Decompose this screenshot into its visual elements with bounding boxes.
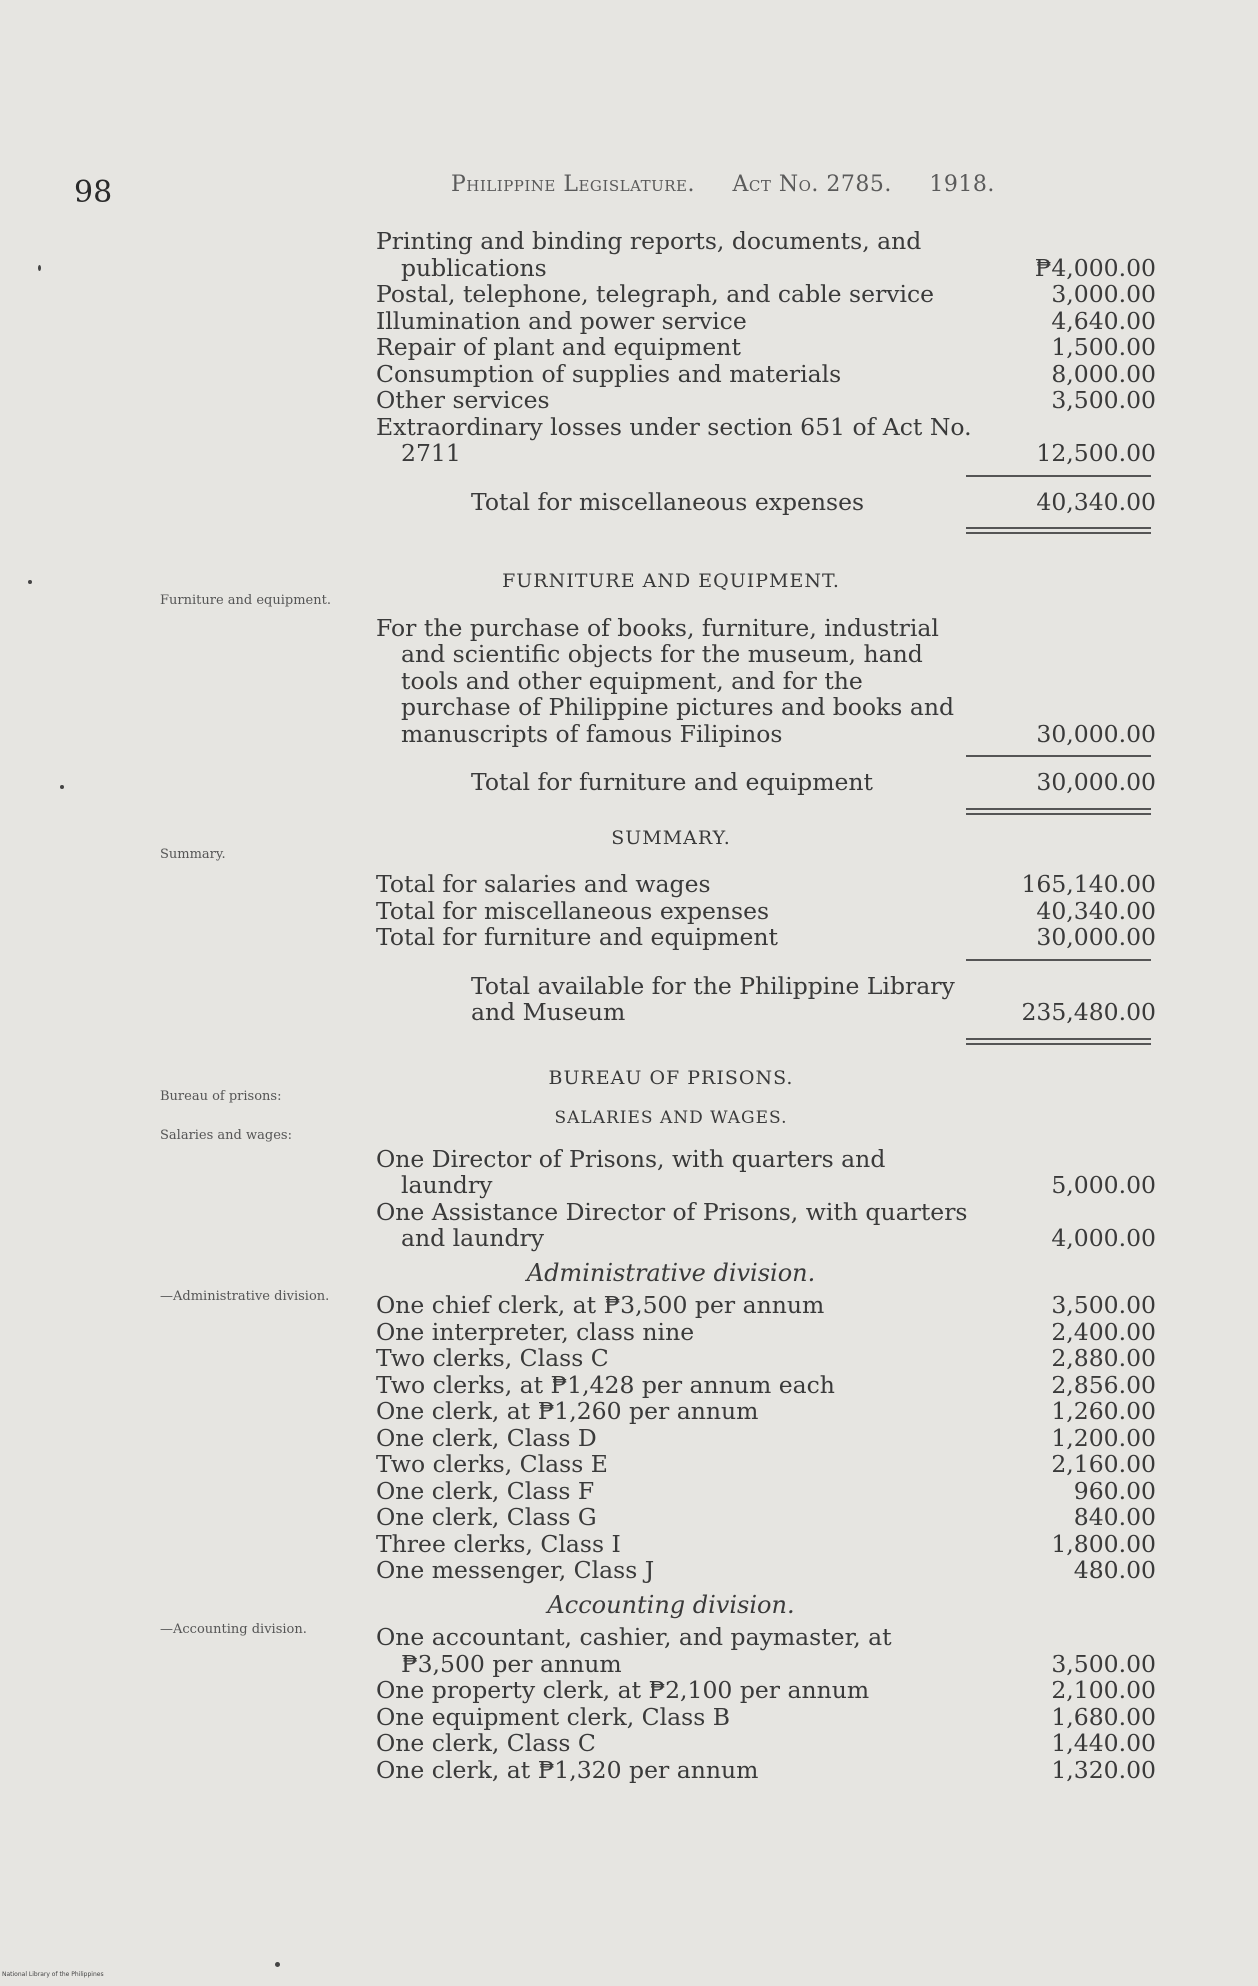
summary-row: [376, 871, 1156, 898]
double-rule: [966, 808, 1151, 815]
admin-division-title: Administrative division.: [526, 1258, 816, 1287]
margin-note-salaries: Salaries and wages:: [160, 1128, 292, 1143]
margin-note-furniture: Furniture and equipment.: [160, 593, 331, 608]
rule: [966, 755, 1151, 757]
admin-desc: Two clerks, at ₱1,428 per annum each: [376, 1371, 835, 1398]
misc-row: [376, 308, 1156, 335]
misc-total-desc: Total for miscellaneous expenses: [471, 488, 865, 515]
admin-amount: 1,200.00: [1051, 1423, 1156, 1452]
accounting-amount: 3,500.00: [1051, 1649, 1156, 1678]
prisons-desc: One Assistance Director of Prisons, with quarters and laundry: [376, 1198, 968, 1252]
prisons-desc: One Director of Prisons, with quarters and laundry: [376, 1145, 886, 1199]
misc-row: [376, 281, 1156, 308]
furniture-total-row: [376, 769, 1156, 796]
misc-amount: 1,500.00: [1051, 333, 1156, 361]
misc-amount: 12,500.00: [1036, 439, 1156, 467]
summary-total-desc: Total available for the Philippine Library and Museum: [471, 972, 955, 1026]
speck: [275, 1962, 280, 1967]
footer-watermark: National Library of the Philippines: [2, 1971, 104, 1978]
summary-row: [376, 898, 1156, 925]
misc-list: [376, 228, 1156, 467]
summary-amount: 30,000.00: [1036, 923, 1156, 951]
summary-heading: SUMMARY.: [611, 826, 731, 849]
furniture-amount: 30,000.00: [1036, 719, 1156, 748]
accounting-amount: 1,440.00: [1051, 1729, 1156, 1757]
furniture-total-amount: 30,000.00: [1036, 768, 1156, 796]
misc-total-amount: 40,340.00: [1036, 487, 1156, 516]
admin-amount: 3,500.00: [1051, 1291, 1156, 1319]
furniture-total-desc: Total for furniture and equipment: [471, 769, 873, 796]
admin-amount: 480.00: [1073, 1556, 1156, 1584]
misc-amount: 4,640.00: [1051, 306, 1156, 335]
accounting-amount: 1,320.00: [1051, 1755, 1156, 1784]
admin-row: [376, 1557, 1156, 1584]
prisons-row: [376, 1146, 1156, 1199]
misc-row: [376, 361, 1156, 388]
margin-note-bureau: Bureau of prisons:: [160, 1089, 282, 1104]
admin-row: [376, 1345, 1156, 1372]
accounting-row: [376, 1624, 1156, 1677]
accounting-desc: One accountant, cashier, and paymaster, at ₱3,500 per annum: [376, 1624, 892, 1677]
misc-desc: Printing and binding reports, documents, and publications: [376, 228, 922, 281]
furniture-row: [376, 615, 1156, 748]
misc-amount: 3,000.00: [1051, 280, 1156, 308]
page-number: 98: [74, 175, 113, 210]
misc-row: [376, 228, 1156, 281]
admin-amount: 960.00: [1073, 1476, 1156, 1505]
misc-amount: ₱4,000.00: [1034, 253, 1156, 282]
admin-desc: One chief clerk, at ₱3,500 per annum: [376, 1292, 825, 1319]
admin-amount: 2,856.00: [1051, 1370, 1156, 1399]
accounting-desc: One equipment clerk, Class B: [376, 1703, 731, 1730]
accounting-desc: One clerk, Class C: [376, 1730, 596, 1757]
summary-amount: 40,340.00: [1036, 896, 1156, 925]
accounting-amount: 1,680.00: [1051, 1702, 1156, 1731]
running-head: [451, 172, 1025, 197]
running-head-act: Act No. 2785.: [732, 172, 892, 197]
speck: [60, 785, 64, 789]
rule: [966, 475, 1151, 477]
admin-desc: One interpreter, class nine: [376, 1318, 695, 1345]
admin-desc: One clerk, Class G: [376, 1504, 597, 1531]
summary-total-amount: 235,480.00: [1021, 998, 1156, 1026]
accounting-row: [376, 1677, 1156, 1704]
admin-row: [376, 1531, 1156, 1558]
misc-desc: Repair of plant and equipment: [376, 334, 741, 361]
admin-list: [376, 1292, 1156, 1584]
summary-desc: Total for miscellaneous expenses: [376, 897, 770, 924]
admin-amount: 2,400.00: [1051, 1317, 1156, 1346]
margin-note-accounting: —Accounting division.: [160, 1622, 307, 1637]
admin-desc: One clerk, Class F: [376, 1477, 595, 1504]
admin-desc: One messenger, Class J: [376, 1557, 655, 1584]
summary-total-row: [376, 973, 1156, 1026]
admin-row: [376, 1319, 1156, 1346]
admin-amount: 2,880.00: [1051, 1344, 1156, 1372]
misc-amount: 8,000.00: [1051, 359, 1156, 388]
admin-desc: Two clerks, Class E: [376, 1451, 608, 1478]
prisons-amount: 5,000.00: [1051, 1171, 1156, 1199]
running-head-title: Philippine Legislature.: [451, 172, 695, 197]
margin-note-summary: Summary.: [160, 847, 226, 862]
accounting-desc: One clerk, at ₱1,320 per annum: [376, 1756, 759, 1783]
prisons-heading: BUREAU OF PRISONS.: [548, 1066, 794, 1089]
admin-row: [376, 1372, 1156, 1399]
misc-desc: Extraordinary losses under section 651 of Act No. 2711: [376, 413, 972, 467]
admin-desc: One clerk, at ₱1,260 per annum: [376, 1398, 759, 1425]
prisons-subheading: SALARIES AND WAGES.: [554, 1108, 788, 1128]
accounting-division-title: Accounting division.: [547, 1590, 795, 1619]
misc-row: [376, 387, 1156, 414]
admin-row: [376, 1504, 1156, 1531]
accounting-desc: One property clerk, at ₱2,100 per annum: [376, 1677, 870, 1704]
speck: [38, 265, 41, 271]
admin-desc: One clerk, Class D: [376, 1424, 597, 1451]
accounting-list: [376, 1624, 1156, 1783]
double-rule: [966, 1038, 1151, 1045]
furniture-desc: For the purchase of books, furniture, industrial and scientific objects for the museum, hand tools and other equipment, and for the purchase of Philippine pictures and books and manuscripts of famous Filipinos: [376, 614, 955, 747]
prisons-amount: 4,000.00: [1051, 1224, 1156, 1252]
prisons-row: [376, 1199, 1156, 1252]
misc-row: [376, 334, 1156, 361]
accounting-row: [376, 1730, 1156, 1757]
admin-row: [376, 1292, 1156, 1319]
misc-amount: 3,500.00: [1051, 386, 1156, 414]
misc-desc: Postal, telephone, telegraph, and cable service: [376, 281, 935, 308]
admin-row: [376, 1478, 1156, 1505]
summary-desc: Total for furniture and equipment: [376, 924, 778, 951]
admin-row: [376, 1451, 1156, 1478]
rule: [966, 959, 1151, 961]
misc-row: [376, 414, 1156, 467]
double-rule: [966, 527, 1151, 534]
admin-row: [376, 1398, 1156, 1425]
admin-desc: Two clerks, Class C: [376, 1345, 609, 1372]
admin-amount: 1,800.00: [1051, 1529, 1156, 1558]
admin-amount: 2,160.00: [1051, 1450, 1156, 1478]
admin-amount: 1,260.00: [1051, 1397, 1156, 1425]
accounting-row: [376, 1704, 1156, 1731]
appropriations-body: [376, 228, 1156, 1783]
furniture-heading: FURNITURE AND EQUIPMENT.: [502, 570, 840, 592]
admin-desc: Three clerks, Class I: [376, 1530, 621, 1557]
misc-desc: Consumption of supplies and materials: [376, 360, 842, 387]
speck: [28, 580, 32, 584]
summary-desc: Total for salaries and wages: [376, 871, 711, 898]
summary-amount: 165,140.00: [1021, 870, 1156, 898]
misc-desc: Other services: [376, 387, 550, 414]
admin-amount: 840.00: [1073, 1503, 1156, 1531]
margin-note-admin: —Administrative division.: [160, 1289, 330, 1304]
summary-row: [376, 924, 1156, 951]
admin-row: [376, 1425, 1156, 1452]
accounting-amount: 2,100.00: [1051, 1676, 1156, 1704]
running-head-year: 1918.: [929, 172, 995, 197]
misc-desc: Illumination and power service: [376, 307, 747, 334]
misc-total-row: [376, 489, 1156, 516]
accounting-row: [376, 1757, 1156, 1784]
